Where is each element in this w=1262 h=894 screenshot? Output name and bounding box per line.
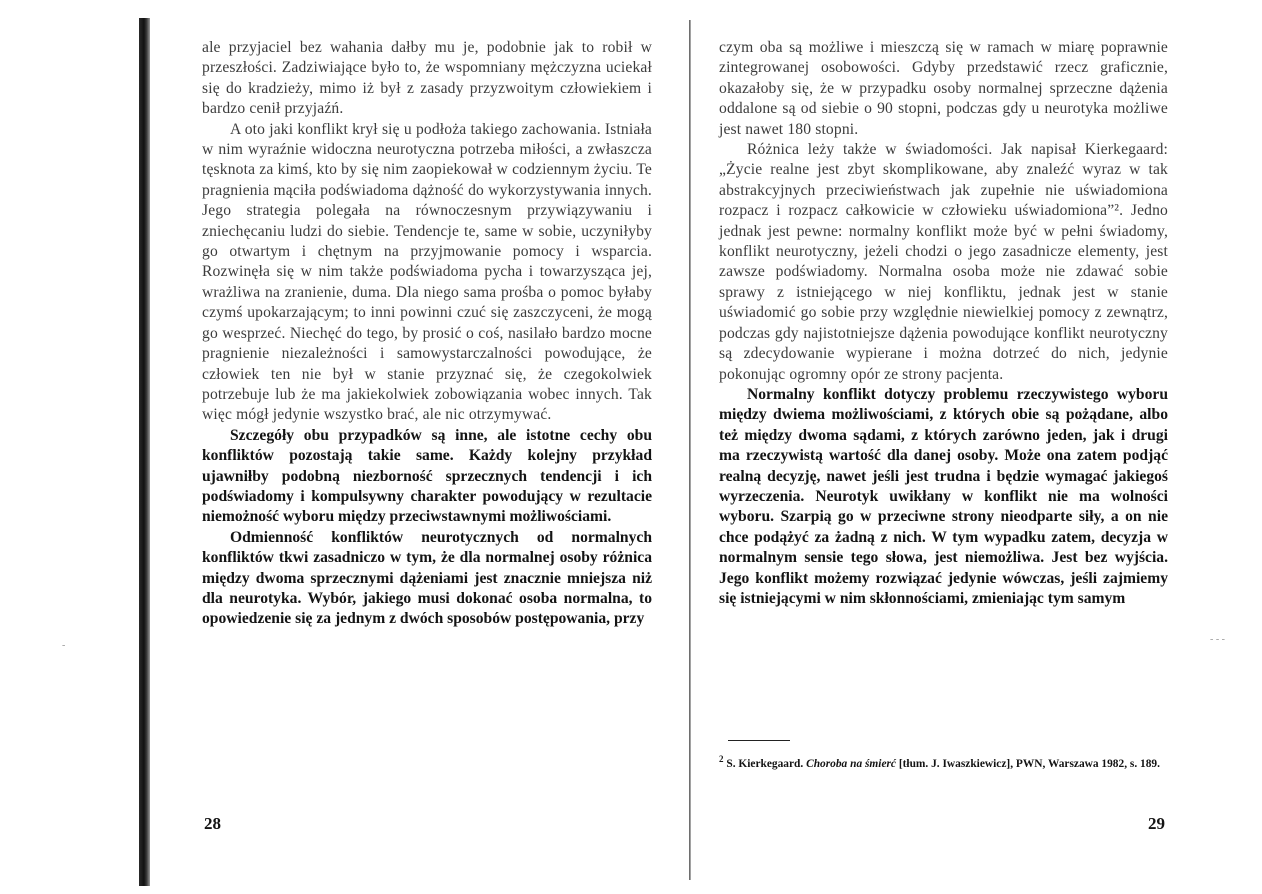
book-binding-edge	[139, 18, 150, 886]
footnote	[719, 750, 1168, 773]
page-number-left: 28	[204, 814, 221, 833]
right-page	[719, 38, 1168, 609]
scan-mark: - - -	[1210, 634, 1225, 645]
footnote-rule	[728, 740, 790, 741]
right-paragraph-1: czym oba są możliwe i mieszczą się w ramach w miarę poprawnie zintegrowanej osobowości. Gdyby przedstawić rzecz graficznie, okazałoby się, że w przypadku osoby normalnej sprzeczne dążenia oddalone są od siebie o 90 stopni, podczas gdy u neurotyka możliwe jest nawet 180 stopni.	[719, 39, 1168, 138]
left-paragraph-4: Odmienność konfliktów neurotycznych od normalnych konfliktów tkwi zasadniczo w tym, że dla normalnej osoby różnica między dwoma sprzecznymi dążeniami jest znacznie mniejsza niż dla neurotyka. Wybór, jakiego musi dokonać osoba normalna, to opowiedzenie się za jednym z dwóch sposobów postępowania, przy	[202, 528, 652, 628]
footnote-marker: 2	[719, 754, 724, 764]
right-paragraph-2: Różnica leży także w świadomości. Jak napisał Kierkegaard: „Życie realne jest zbyt skomplikowane, aby znaleźć wyraz w tak abstrakcyjnych przeciwieństwach jak zupełnie nie uświadomiona rozpacz i rozpacz całkowicie w człowieku uświadomiona”². Jedno jednak jest pewne: normalny konflikt może być w pełni świadomy, konflikt neurotyczny, jeżeli chodzi o jego zasadnicze elementy, jest zawsze podświadomy. Normalna osoba może nie zdawać sobie sprawy z istniejącego w niej konfliktu, jednak jest w stanie uświadomić go sobie przy względnie niewielkiej pomocy z zewnątrz, podczas gdy najistotniejsze dążenia powodujące konflikt neurotyczny są zdecydowanie wypierane i można dotrzeć do nich, jedynie pokonując ogromny opór ze strony pacjenta.	[719, 141, 1168, 383]
footnote-title: Choroba na śmierć	[806, 757, 896, 770]
page-gutter	[689, 20, 691, 880]
left-paragraph-1: ale przyjaciel bez wahania dałby mu je, podobnie jak to robił w przeszłości. Zadziwiające było to, że wspomniany mężczyzna uciekał się do kradzieży, mimo iż był z zasady przyzwoitym człowiekiem i bardzo cenił przyjaźń.	[202, 39, 652, 118]
right-paragraph-3: Normalny konflikt dotyczy problemu rzeczywistego wyboru między dwiema możliwościami, z których obie są pożądane, albo też między dwoma sądami, z których zarówno jeden, jak i drugi ma rzeczywistą wartość dla danej osoby. Może ona zatem podjąć realną decyzję, nawet jeśli jest trudna i będzie wymagać jakiegoś wyrzeczenia. Neurotyk uwikłany w konflikt nie ma wolności wyboru. Szarpią go w przeciwne strony nieodparte siły, a on nie chce podążyć za żadną z nich. W tym wypadku zatem, decyzja w normalnym sensie tego słowa, jest niemożliwa. Jest bez wyjścia. Jego konflikt możemy rozwiązać jedynie wówczas, jeśli zajmiemy się istniejącymi w nim skłonnościami, zmieniając tym samym	[719, 385, 1168, 607]
footnote-author: S. Kierkegaard.	[726, 757, 804, 770]
left-paragraph-3: Szczegóły obu przypadków są inne, ale istotne cechy obu konfliktów pozostają takie same. Każdy kolejny przykład ujawniłby podobną niezborność sprzecznych tendencji i ich podświadomy i kompulsywny charakter powodujący w rezultacie niemożność wyboru między przeciwstawnymi możliwościami.	[202, 426, 652, 526]
page-number-right: 29	[1148, 814, 1165, 833]
scan-mark: -	[62, 640, 66, 651]
left-page	[202, 38, 652, 630]
left-paragraph-2: A oto jaki konflikt krył się u podłoża takiego zachowania. Istniała w nim wyraźnie widoczna neurotyczna potrzeba miłości, a zwłaszcza tęsknota za kimś, kto by się nim zaopiekował w codziennym życiu. Te pragnienia mąciła podświadoma dążność do wykorzystywania innych. Jego strategia polegała na równoczesnym przywiązywaniu i zniechęcaniu ludzi do siebie. Tendencje te, same w sobie, uczyniłyby go otwartym i chętnym na przyjmowanie pomocy i wsparcia. Rozwinęła się w nim także podświadoma pycha i towarzysząca jej, wrażliwa na zranienie, duma. Dla niego sama prośba o pomoc byłaby czymś upokarzającym; to inni powinni czuć się zaszczyceni, że mogą go wesprzeć. Niechęć do tego, by prosić o coś, nasilało bardzo mocne pragnienie niezależności i samowystarczalności powodujące, że człowiek ten nie był w stanie przyznać się, że czegokolwiek potrzebuje lub że ma jakiekolwiek zobowiązania wobec innych. Tak więc mógł jedynie wszystko brać, ale nic otrzymywać.	[202, 120, 652, 424]
footnote-rest: [tłum. J. Iwaszkiewicz], PWN, Warszawa 1982, s. 189.	[898, 757, 1160, 770]
